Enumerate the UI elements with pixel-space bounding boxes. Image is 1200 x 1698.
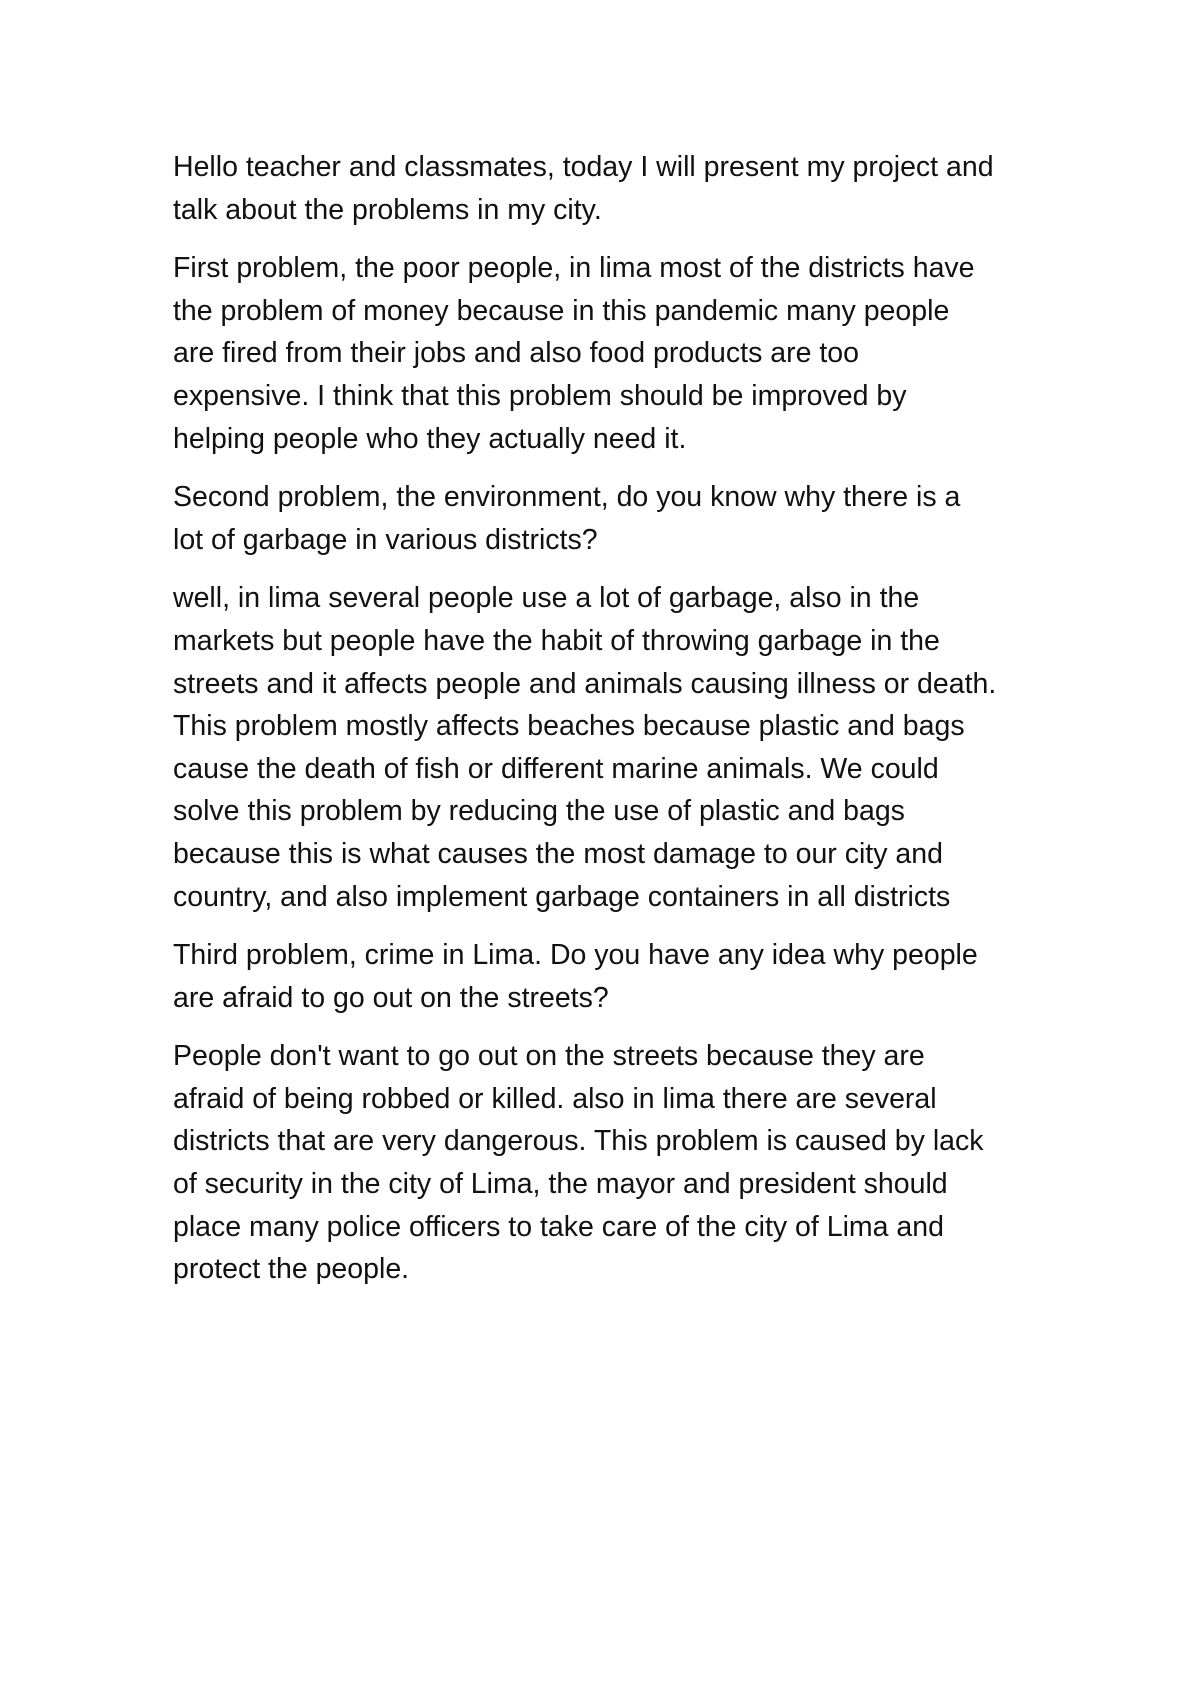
text-line: place many police officers to take care of the city of Lima and — [173, 1210, 944, 1243]
text-line: are fired from their jobs and also food products are too — [173, 337, 859, 370]
text-line: First problem, the poor people, in lima most of the districts have — [173, 252, 975, 285]
text-line: People don't want to go out on the streets because they are — [173, 1040, 925, 1073]
document-body — [173, 146, 1053, 1307]
text-line: streets and it affects people and animals causing illness or death. — [173, 667, 997, 700]
paragraph-first-problem — [173, 247, 1053, 460]
text-line: because this is what causes the most damage to our city and — [173, 837, 943, 870]
text-line: the problem of money because in this pandemic many people — [173, 294, 950, 327]
text-line: helping people who they actually need it. — [173, 422, 687, 455]
text-line: country, and also implement garbage containers in all districts — [173, 880, 951, 913]
text-line: are afraid to go out on the streets? — [173, 981, 609, 1014]
text-line: This problem mostly affects beaches because plastic and bags — [173, 710, 965, 743]
text-line: Hello teacher and classmates, today I will present my project and — [173, 151, 994, 183]
text-line: Third problem, crime in Lima. Do you have any idea why people — [173, 939, 978, 972]
text-line: solve this problem by reducing the use of plastic and bags — [173, 795, 905, 828]
text-line: protect the people. — [173, 1253, 410, 1286]
text-line: expensive. I think that this problem should be improved by — [173, 379, 907, 412]
text-line: afraid of being robbed or killed. also in lima there are several — [173, 1082, 937, 1115]
text-line: Second problem, the environment, do you know why there is a — [173, 481, 961, 514]
text-line: districts that are very dangerous. This problem is caused by lack — [173, 1125, 984, 1158]
paragraph-crime-details — [173, 1035, 1053, 1291]
paragraph-second-problem — [173, 476, 1053, 561]
paragraph-intro — [173, 146, 1053, 231]
text-line: cause the death of fish or different marine animals. We could — [173, 752, 939, 785]
text-line: markets but people have the habit of throwing garbage in the — [173, 624, 940, 657]
text-line: well, in lima several people use a lot of garbage, also in the — [173, 582, 920, 615]
text-line: lot of garbage in various districts? — [173, 523, 598, 556]
text-line: of security in the city of Lima, the mayor and president should — [173, 1168, 948, 1201]
paragraph-garbage-details — [173, 577, 1053, 918]
text-line: talk about the problems in my city. — [173, 193, 602, 226]
paragraph-third-problem — [173, 934, 1053, 1019]
